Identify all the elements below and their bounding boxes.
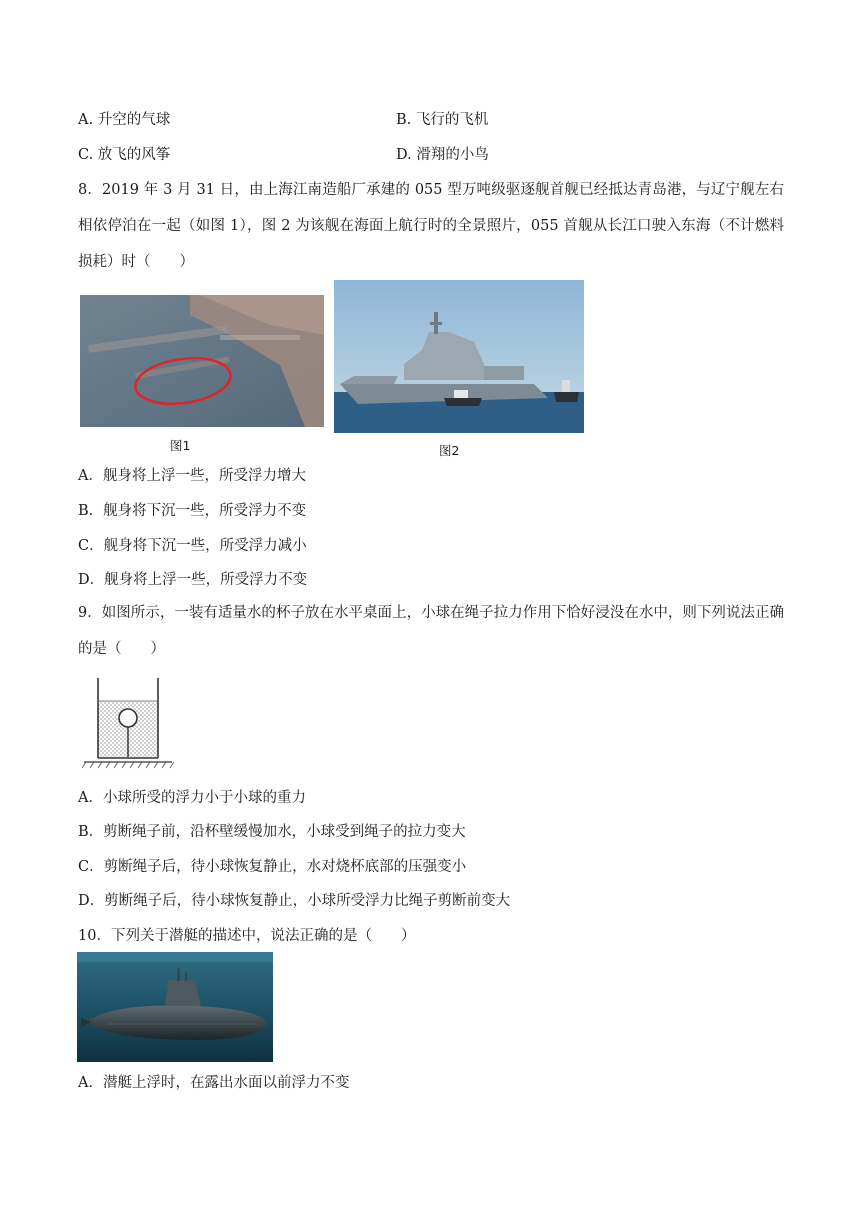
q8-figure-1-caption: 图1 <box>170 438 191 453</box>
q8-option-c: C．舰身将下沉一些，所受浮力减小 <box>78 538 307 554</box>
q9-option-c: C．剪断绳子后，待小球恢复静止，水对烧杯底部的压强变小 <box>78 859 467 875</box>
q8-option-b: B．舰身将下沉一些，所受浮力不变 <box>78 503 307 519</box>
q8-option-a: A．舰身将上浮一些，所受浮力增大 <box>78 468 306 484</box>
q8-stem: 8．2019 年 3 月 31 日，由上海江南造船厂承建的 055 型万吨级驱逐舰首舰已经抵达青岛港，与辽宁舰左右相依停泊在一起（如图 1），图 2 为该舰在海面上航行时的全景照片，055 首舰从长江口驶入东海（不计燃料损耗）时（ ） <box>78 182 784 270</box>
q10-option-a: A．潜艇上浮时，在露出水面以前浮力不变 <box>78 1075 350 1091</box>
q8-figure-1-photo <box>80 295 324 427</box>
q9-option-b: B．剪断绳子前，沿杯壁缓慢加水，小球受到绳子的拉力变大 <box>78 824 466 840</box>
q7-option-b: B. 飞行的飞机 <box>396 112 489 128</box>
q8-figure-2-caption: 图2 <box>439 443 460 458</box>
q7-option-d: D. 滑翔的小鸟 <box>396 147 489 163</box>
q8-option-d: D．舰身将上浮一些，所受浮力不变 <box>78 572 308 588</box>
q7-option-c: C. 放飞的风筝 <box>78 147 171 163</box>
q8-figure-2-photo <box>334 280 584 433</box>
q9-option-d: D．剪断绳子后，待小球恢复静止，小球所受浮力比绳子剪断前变大 <box>78 893 511 909</box>
q9-diagram-cup-ball <box>82 676 174 770</box>
q9-stem: 9．如图所示，一装有适量水的杯子放在水平桌面上，小球在绳子拉力作用下恰好浸没在水中，则下列说法正确的是（ ） <box>78 605 784 657</box>
q10-submarine-photo <box>77 952 273 1062</box>
q10-stem: 10．下列关于潜艇的描述中，说法正确的是（ ） <box>78 928 416 944</box>
q7-option-a: A. 升空的气球 <box>78 112 171 128</box>
q9-option-a: A．小球所受的浮力小于小球的重力 <box>78 790 306 806</box>
